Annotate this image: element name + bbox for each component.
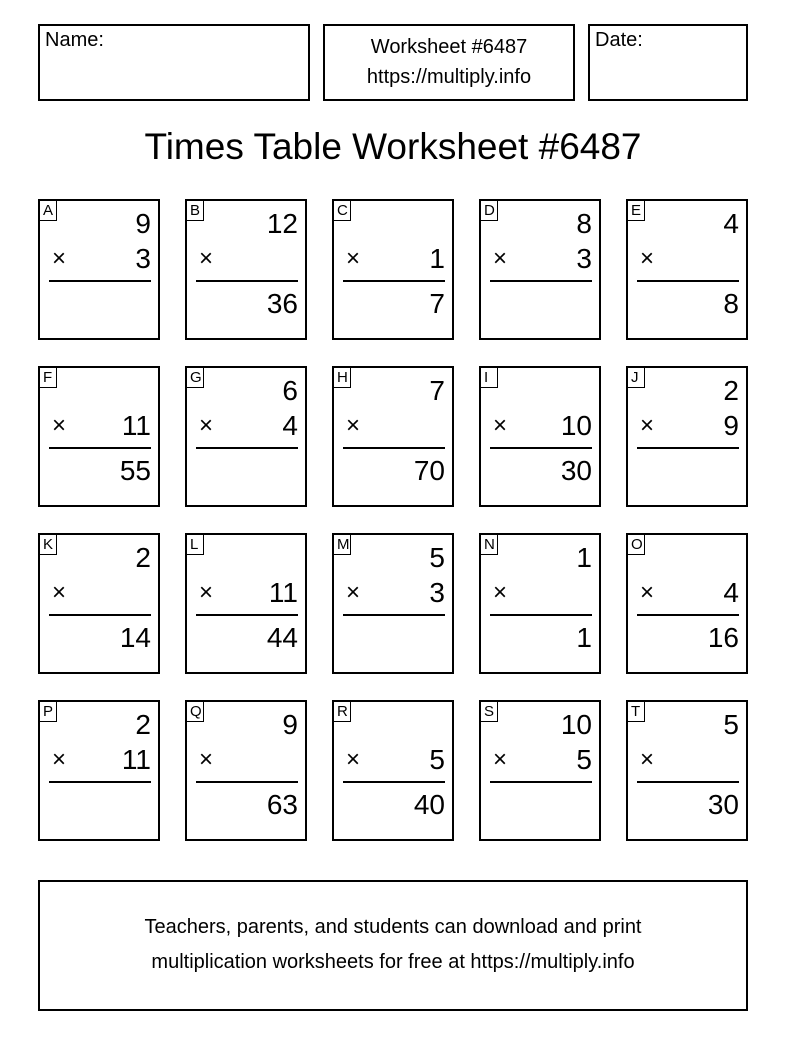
problem-top-number: 4 [723, 208, 739, 239]
multiply-sign: × [199, 579, 214, 606]
answer-rule [196, 280, 298, 282]
problem-card[interactable] [479, 533, 601, 674]
answer-rule [343, 280, 445, 282]
problem-letter: F [39, 367, 57, 388]
problem-top-number: 8 [576, 208, 592, 239]
problem-bottom-number: 10 [560, 410, 592, 441]
multiply-sign: × [493, 412, 508, 439]
problem-answer[interactable]: 14 [119, 622, 151, 653]
problem-card[interactable] [38, 700, 160, 841]
answer-rule [49, 614, 151, 616]
problem-bottom-number: 3 [576, 243, 592, 274]
answer-rule [49, 447, 151, 449]
problem-answer[interactable]: 63 [266, 789, 298, 820]
problem-card[interactable] [626, 533, 748, 674]
problem-letter: E [627, 200, 645, 221]
multiply-sign: × [346, 245, 361, 272]
problem-top-number: 7 [429, 375, 445, 406]
problem-letter: P [39, 701, 57, 722]
multiply-sign: × [52, 579, 67, 606]
worksheet-number: Worksheet #6487 [370, 36, 528, 58]
problem-top-number: 9 [282, 709, 298, 740]
problem-letter: B [186, 200, 204, 221]
problem-card[interactable] [38, 199, 160, 340]
multiply-sign: × [640, 746, 655, 773]
answer-rule [490, 614, 592, 616]
answer-rule [49, 280, 151, 282]
multiply-sign: × [346, 579, 361, 606]
problem-card[interactable] [332, 700, 454, 841]
multiply-sign: × [52, 412, 67, 439]
multiply-sign: × [493, 579, 508, 606]
problem-answer[interactable]: 40 [413, 789, 445, 820]
problem-answer[interactable]: 70 [413, 455, 445, 486]
problem-answer[interactable]: 36 [266, 288, 298, 319]
problem-top-number: 2 [135, 709, 151, 740]
problem-top-number: 2 [723, 375, 739, 406]
problem-card[interactable] [185, 533, 307, 674]
problem-bottom-number: 9 [723, 410, 739, 441]
problem-letter: K [39, 534, 57, 555]
page-title: Times Table Worksheet #6487 [144, 126, 642, 167]
multiply-sign: × [199, 245, 214, 272]
answer-rule [343, 614, 445, 616]
problem-letter: J [627, 367, 645, 388]
multiply-sign: × [199, 746, 214, 773]
problem-bottom-number: 11 [268, 577, 298, 608]
problem-letter: Q [186, 701, 204, 722]
footer-text-line-2: multiplication worksheets for free at https://multiply.info [151, 951, 635, 973]
worksheet-url: https://multiply.info [366, 66, 532, 88]
problem-answer[interactable]: 30 [707, 789, 739, 820]
multiply-sign: × [346, 412, 361, 439]
problem-bottom-number: 3 [135, 243, 151, 274]
problem-answer[interactable]: 8 [723, 288, 739, 319]
problem-letter: S [480, 701, 498, 722]
problem-top-number: 5 [723, 709, 739, 740]
multiply-sign: × [346, 746, 361, 773]
answer-rule [196, 614, 298, 616]
problem-bottom-number: 5 [429, 744, 445, 775]
problem-top-number: 1 [576, 542, 592, 573]
problem-card[interactable] [332, 199, 454, 340]
problem-card[interactable] [185, 366, 307, 507]
date-box[interactable] [588, 24, 748, 101]
problem-card[interactable] [185, 199, 307, 340]
footer-text-line-1: Teachers, parents, and students can download and print [144, 916, 642, 938]
problem-card[interactable] [38, 366, 160, 507]
problem-bottom-number: 4 [282, 410, 298, 441]
problem-card[interactable] [479, 199, 601, 340]
answer-rule [49, 781, 151, 783]
answer-rule [490, 447, 592, 449]
problem-top-number: 2 [135, 542, 151, 573]
problem-card[interactable] [332, 533, 454, 674]
problem-top-number: 12 [266, 208, 298, 239]
problem-bottom-number: 5 [576, 744, 592, 775]
problem-card[interactable] [626, 199, 748, 340]
problem-letter: T [627, 701, 645, 722]
answer-rule [196, 447, 298, 449]
problem-letter: C [333, 200, 351, 221]
worksheet-info-box [323, 24, 575, 101]
problem-bottom-number: 1 [429, 243, 445, 274]
multiply-sign: × [52, 746, 67, 773]
problem-answer[interactable]: 16 [707, 622, 739, 653]
problem-letter: H [333, 367, 351, 388]
problem-bottom-number: 11 [121, 744, 151, 775]
problem-top-number: 5 [429, 542, 445, 573]
problem-answer[interactable]: 55 [119, 455, 151, 486]
problem-letter: L [186, 534, 204, 555]
problem-card[interactable] [479, 700, 601, 841]
answer-rule [343, 781, 445, 783]
problem-bottom-number: 3 [429, 577, 445, 608]
problem-letter: R [333, 701, 351, 722]
problem-letter: N [480, 534, 498, 555]
answer-rule [637, 781, 739, 783]
problem-card[interactable] [185, 700, 307, 841]
multiply-sign: × [640, 245, 655, 272]
answer-rule [343, 447, 445, 449]
problem-card[interactable] [332, 366, 454, 507]
problem-letter: G [186, 367, 204, 388]
multiply-sign: × [493, 746, 508, 773]
multiply-sign: × [52, 245, 67, 272]
footer-box [38, 880, 748, 1011]
problem-letter: M [333, 534, 351, 555]
problem-letter: A [39, 200, 57, 221]
answer-rule [196, 781, 298, 783]
problem-answer[interactable]: 7 [429, 288, 445, 319]
problem-letter: I [480, 367, 498, 388]
problem-card[interactable] [479, 366, 601, 507]
multiply-sign: × [199, 412, 214, 439]
problem-answer[interactable]: 1 [576, 622, 592, 653]
problem-card[interactable] [626, 700, 748, 841]
problem-letter: D [480, 200, 498, 221]
problem-answer[interactable]: 30 [560, 455, 592, 486]
answer-rule [637, 614, 739, 616]
date-label: Date: [595, 29, 643, 51]
problem-top-number: 6 [282, 375, 298, 406]
multiply-sign: × [640, 579, 655, 606]
multiply-sign: × [640, 412, 655, 439]
problem-bottom-number: 4 [723, 577, 739, 608]
problem-bottom-number: 11 [121, 410, 151, 441]
problem-card[interactable] [38, 533, 160, 674]
problem-top-number: 10 [560, 709, 592, 740]
name-box[interactable] [38, 24, 310, 101]
problem-top-number: 9 [135, 208, 151, 239]
problem-letter: O [627, 534, 645, 555]
answer-rule [490, 781, 592, 783]
name-label: Name: [45, 29, 104, 51]
answer-rule [637, 280, 739, 282]
answer-rule [637, 447, 739, 449]
problem-answer[interactable]: 44 [266, 622, 298, 653]
multiply-sign: × [493, 245, 508, 272]
answer-rule [490, 280, 592, 282]
problem-card[interactable] [626, 366, 748, 507]
